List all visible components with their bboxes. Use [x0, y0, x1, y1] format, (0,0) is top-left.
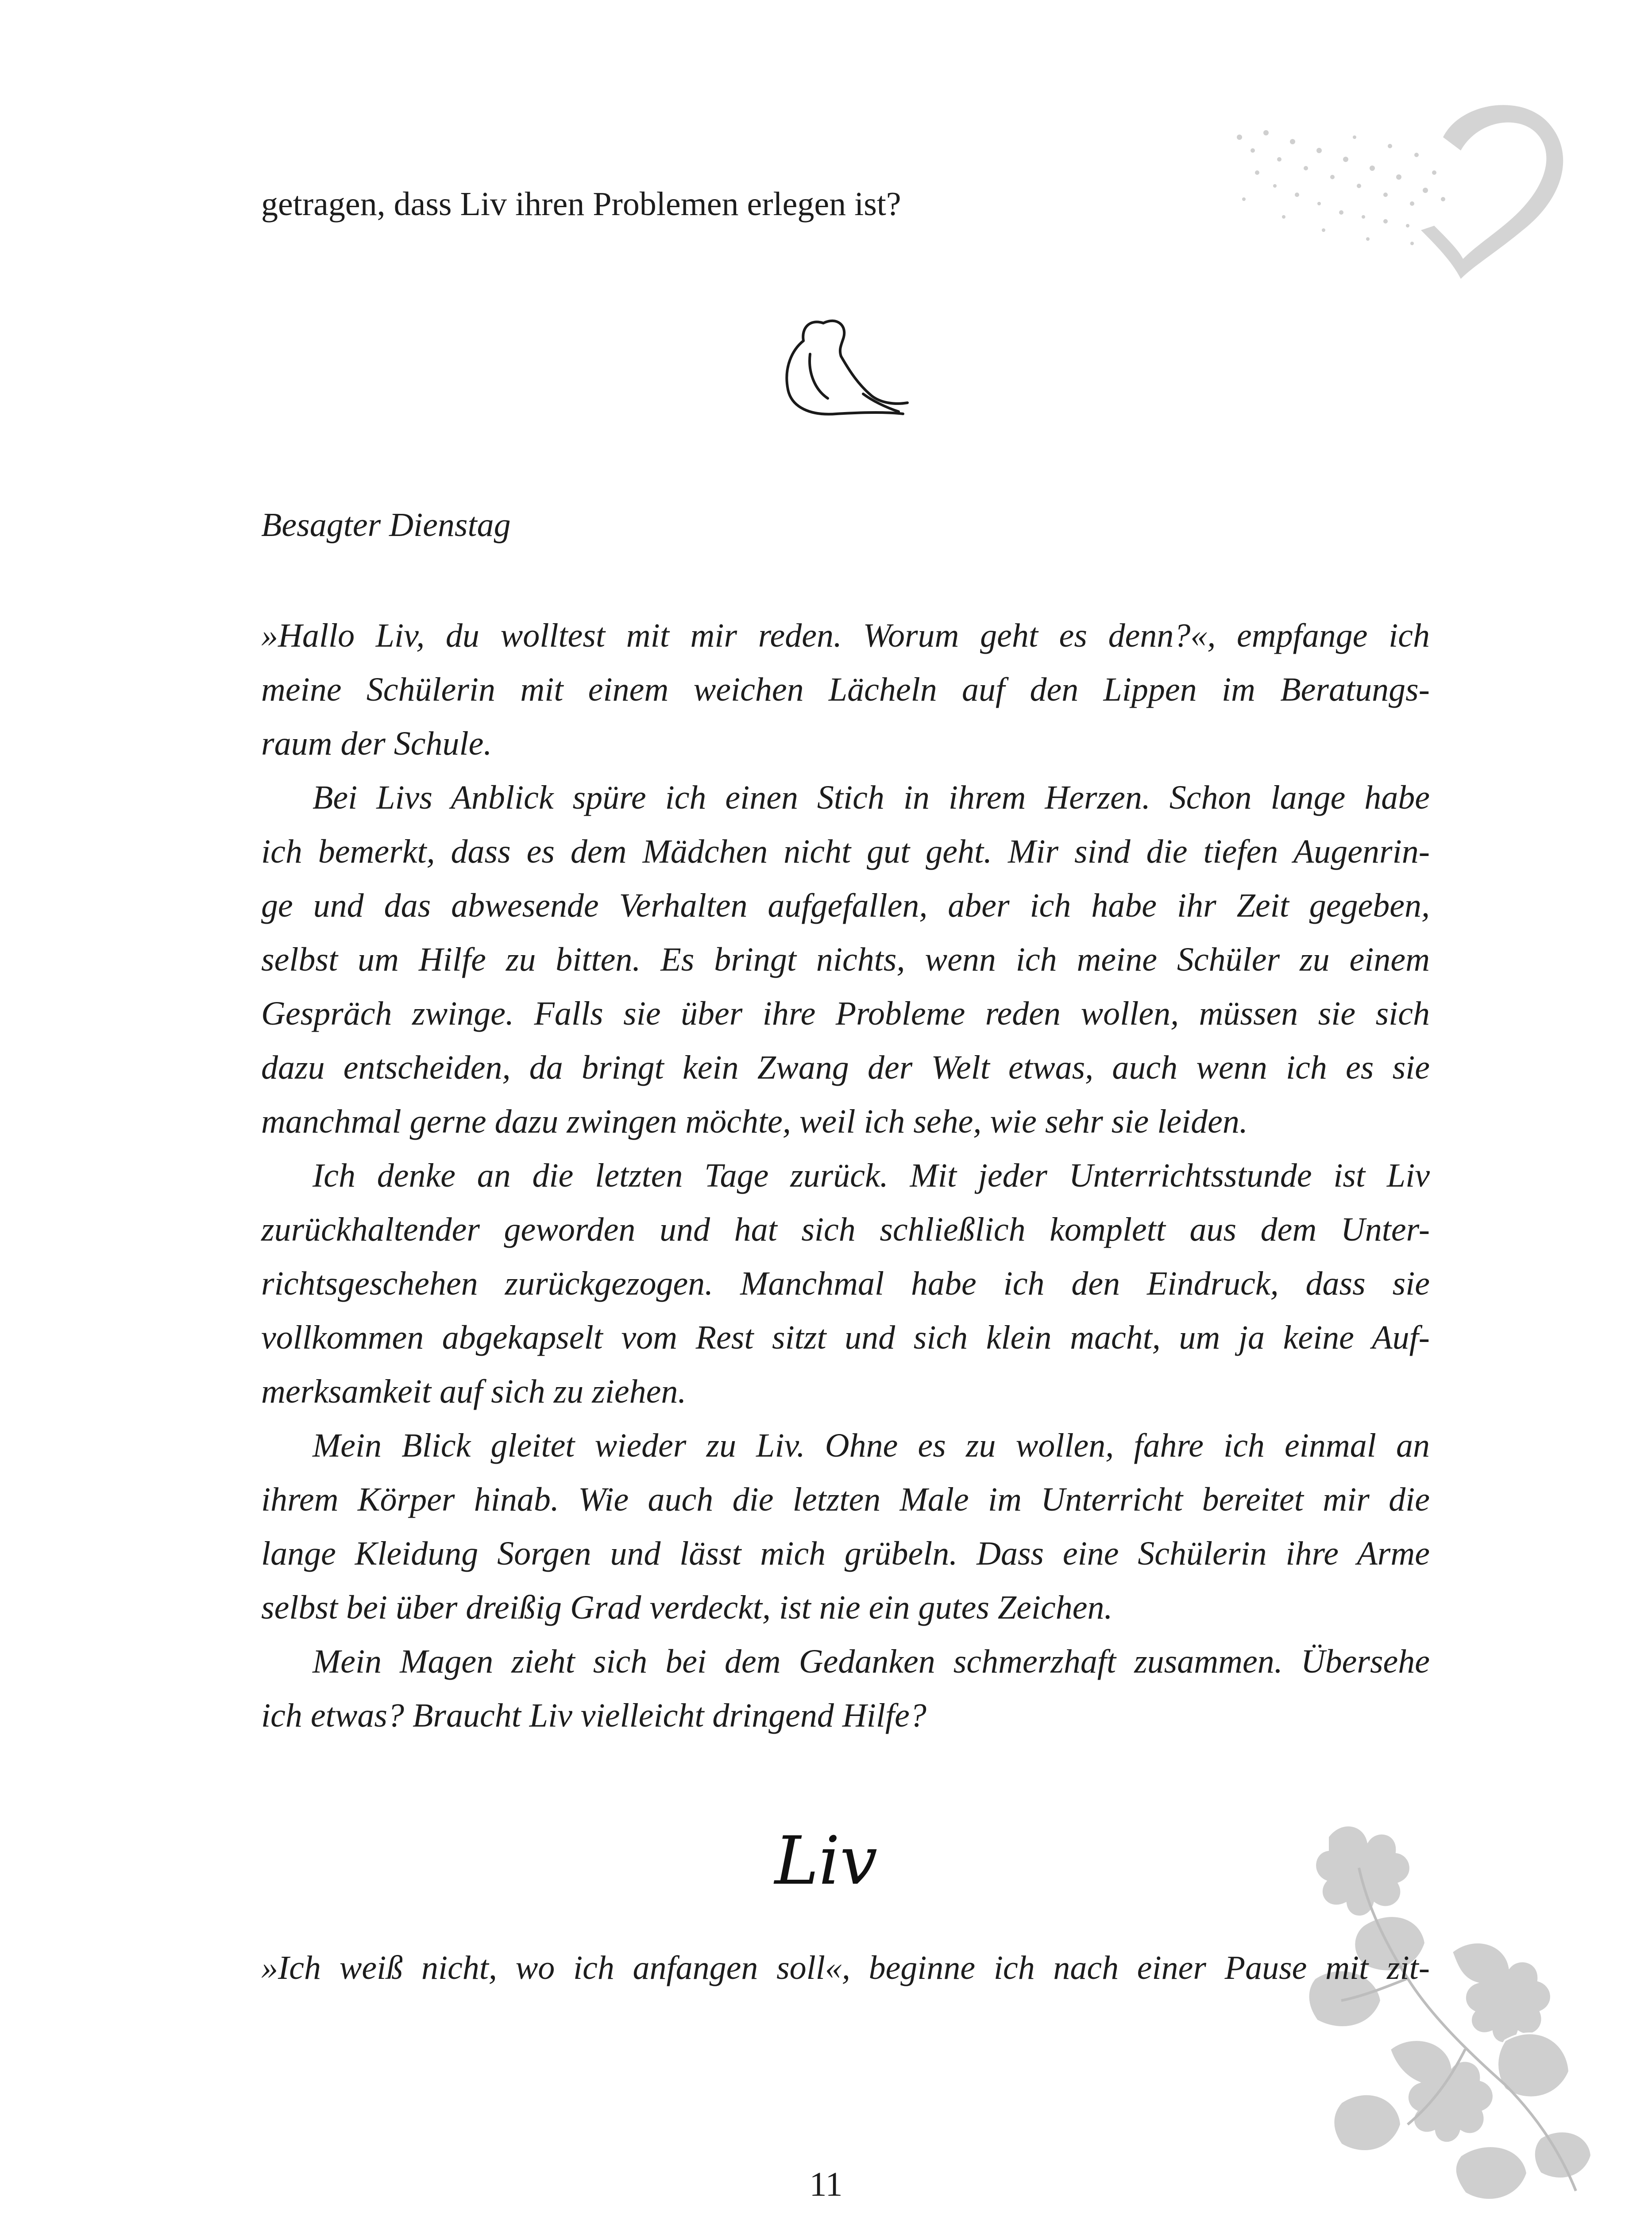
- text-line: ihrem Körper hinab. Wie auch die letzten Male im Unterricht bereitet mir die: [261, 1481, 1430, 1518]
- chapter-name: Liv: [774, 1823, 878, 1900]
- text-line: ich bemerkt, dass es dem Mädchen nicht gut geht. Mir sind die tiefen Augenrin-: [261, 833, 1430, 870]
- text-line: getragen, dass Liv ihren Problemen erlegen ist?: [261, 185, 901, 223]
- liv-section: [261, 1941, 1430, 1995]
- sitting-figure-icon: [753, 301, 930, 443]
- text-line: »Hallo Liv, du wolltest mit mir reden. Worum geht es denn?«, empfange ich: [261, 617, 1430, 654]
- page-number: 11: [809, 2165, 843, 2203]
- text-line: zurückhaltender geworden und hat sich schließlich komplett aus dem Unter-: [261, 1211, 1430, 1248]
- text-line: vollkommen abgekapselt vom Rest sitzt und sich klein macht, um ja keine Auf-: [261, 1319, 1430, 1356]
- text-line: »Ich weiß nicht, wo ich anfangen soll«, beginne ich nach einer Pause mit zit-: [261, 1949, 1430, 1986]
- text-line: merksamkeit auf sich zu ziehen.: [261, 1373, 687, 1410]
- text-line: meine Schülerin mit einem weichen Lächeln auf den Lippen im Beratungs-: [261, 671, 1430, 708]
- text-line: Bei Livs Anblick spüre ich einen Stich in ihrem Herzen. Schon lange habe: [313, 779, 1430, 816]
- text-line: manchmal gerne dazu zwingen möchte, weil ich sehe, wie sehr sie leiden.: [261, 1103, 1248, 1140]
- text-line: dazu entscheiden, da bringt kein Zwang der Welt etwas, auch wenn ich es sie: [261, 1049, 1430, 1086]
- scene-heading: [261, 498, 1430, 552]
- continued-paragraph: [261, 177, 1430, 231]
- scene-heading-text: Besagter Dienstag: [261, 506, 511, 544]
- text-line: raum der Schule.: [261, 725, 492, 762]
- text-line: ich etwas? Braucht Liv vielleicht dringend Hilfe?: [261, 1697, 926, 1734]
- text-line: lange Kleidung Sorgen und lässt mich grübeln. Dass eine Schülerin ihre Arme: [261, 1535, 1430, 1572]
- text-line: Mein Blick gleitet wieder zu Liv. Ohne es zu wollen, fahre ich einmal an: [313, 1427, 1430, 1464]
- text-line: Ich denke an die letzten Tage zurück. Mit jeder Unterrichtsstunde ist Liv: [313, 1157, 1430, 1194]
- text-line: richtsgeschehen zurückgezogen. Manchmal habe ich den Eindruck, dass sie: [261, 1265, 1430, 1302]
- text-line: selbst bei über dreißig Grad verdeckt, ist nie ein gutes Zeichen.: [261, 1589, 1113, 1626]
- text-line: Mein Magen zieht sich bei dem Gedanken schmerzhaft zusammen. Übersehe: [313, 1643, 1430, 1680]
- text-line: Gespräch zwinge. Falls sie über ihre Probleme reden wollen, müssen sie sich: [261, 995, 1430, 1032]
- text-line: ge und das abwesende Verhalten aufgefallen, aber ich habe ihr Zeit gegeben,: [261, 887, 1430, 924]
- counselor-section: [261, 609, 1430, 1743]
- text-line: selbst um Hilfe zu bitten. Es bringt nichts, wenn ich meine Schüler zu einem: [261, 941, 1430, 978]
- flower-branch-icon: [1275, 1793, 1611, 2213]
